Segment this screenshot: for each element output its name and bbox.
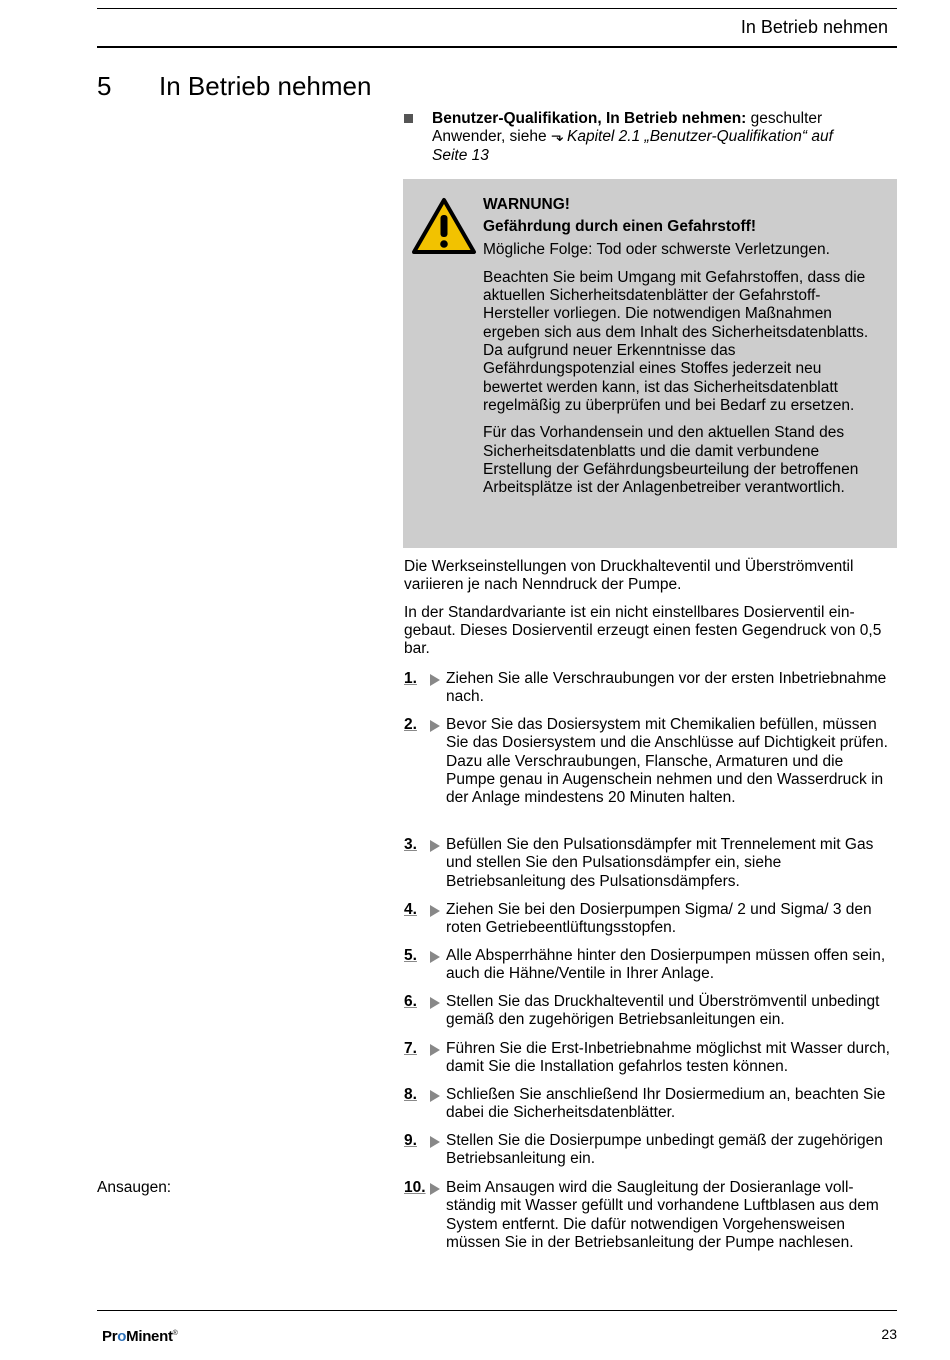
registered-mark: ®	[172, 1330, 178, 1337]
warning-consequence: Mögliche Folge: Tod oder schwerste Verletzungen.	[483, 240, 830, 258]
step-arrow-icon	[430, 1044, 440, 1056]
warning-box	[403, 179, 897, 548]
step-item	[404, 670, 896, 707]
step-text: Schließen Sie anschließend Ihr Dosiermedium an, beachten Sie dabei die Sicherheitsdatenblätter.	[446, 1086, 886, 1122]
step-text: Alle Absperrhähne hinter den Dosierpumpen müssen offen sein, auch die Hähne/Ventile in Ihrer Anlage.	[446, 947, 886, 983]
step-item	[404, 993, 896, 1030]
step-number: 3.	[404, 836, 417, 853]
step-number: 8.	[404, 1086, 417, 1103]
step-number: 6.	[404, 993, 417, 1010]
step-item	[404, 947, 896, 984]
warning-title: WARNUNG!	[483, 196, 570, 213]
step-arrow-icon	[430, 905, 440, 917]
step-text: Bevor Sie das Dosiersystem mit Chemikalien befüllen, müssen Sie das Dosiersystem und die Anschlüsse auf Dichtigkeit prüfen. Dazu alle Verschraubungen, Flansche, Armaturen und die Pumpe genau in Augenschein nehmen und den Wasserdruck in der Anlage mindestens 20 Minuten halten.	[446, 716, 888, 807]
bullet-square-icon	[404, 114, 413, 123]
step-arrow-icon	[430, 951, 440, 963]
step-item	[404, 1040, 896, 1077]
qualification-text	[432, 110, 864, 165]
step-text: Beim Ansaugen wird die Saugleitung der Dosieranlage vollständig mit Wasser gefüllt und vorhandene Luftblasen aus dem System entfernt. Die dafür notwendigen Vorgehensweisen müssen Sie in der Betriebsanleitung der Pumpe nachlesen.	[446, 1179, 879, 1251]
step-number: 4.	[404, 901, 417, 918]
logo-text-part: Minent	[126, 1328, 173, 1345]
warning-paragraph-1: Beachten Sie beim Umgang mit Gefahrstoffen, dass die aktuellen Sicherheitsdatenblätter der Gefahrstoff-Hersteller vorliegen. Die notwendigen Maßnahmen ergeben sich aus dem Inhalt des Sicherheitsdatenblatts. Da aufgrund neuer Erkenntnisse das Gefährdungspotenzial eines Stoffes jederzeit neu bewertet werden kann, ist das Sicherheitsdatenblatt regelmäßig zu überprüfen und bei Bedarf zu ersetzen.	[483, 268, 869, 414]
side-label-ansaugen: Ansaugen:	[97, 1179, 172, 1196]
step-arrow-icon	[430, 674, 440, 686]
chapter-title: In Betrieb nehmen	[159, 71, 372, 101]
chapter-number: 5	[97, 71, 112, 101]
step-number: 10.	[404, 1179, 426, 1196]
step-arrow-icon	[430, 1090, 440, 1102]
qualification-description: geschulter Anwender, siehe	[432, 110, 823, 146]
warning-paragraph-2: Für das Vorhandensein und den aktuellen Stand des Sicherheitsdatenblatts und die damit verbundene Erstellung der Gefährdungsbeurteilung der betroffenen Arbeitsplätze ist der Anlagenbetreiber verantwortlich.	[483, 424, 859, 497]
intro-paragraph-2: In der Standardvariante ist ein nicht einstellbares Dosierventil eingebaut. Dieses Dosierventil erzeugt einen festen Gegendruck von 0,5 bar.	[404, 603, 882, 658]
intro-text	[404, 558, 896, 667]
step-item	[404, 1179, 896, 1252]
footer-divider	[97, 1310, 897, 1311]
step-text: Befüllen Sie den Pulsationsdämpfer mit Trennelement mit Gas und stellen Sie den Pulsationsdämpfer ein, siehe Betriebsanleitung des Pulsationsdämpfers.	[446, 836, 874, 890]
step-arrow-icon	[430, 840, 440, 852]
step-text: Ziehen Sie alle Verschraubungen vor der ersten Inbetriebnahme nach.	[446, 670, 887, 706]
header-top-rule	[97, 8, 897, 9]
warning-triangle-icon	[411, 197, 477, 255]
running-header-title: In Betrieb nehmen	[740, 17, 888, 37]
step-arrow-icon	[430, 720, 440, 732]
step-number: 2.	[404, 716, 417, 733]
warning-text	[483, 196, 878, 506]
step-number: 7.	[404, 1040, 417, 1057]
step-item	[404, 1132, 896, 1169]
header-divider	[97, 46, 897, 48]
step-item	[404, 836, 896, 891]
warning-subtitle: Gefährdung durch einen Gefahrstoff!	[483, 218, 756, 236]
step-text: Führen Sie die Erst-Inbetriebnahme möglichst mit Wasser durch, damit Sie die Installation gefahrlos testen können.	[446, 1040, 890, 1076]
prominent-logo	[102, 1328, 178, 1345]
step-item	[404, 1086, 896, 1123]
step-text: Stellen Sie das Druckhalteventil und Überströmventil unbedingt gemäß den zugehörigen Betriebsanleitungen ein.	[446, 993, 880, 1029]
step-arrow-icon	[430, 1183, 440, 1195]
qualification-label: Benutzer-Qualifikation, In Betrieb nehmen:	[432, 110, 747, 127]
step-text: Ziehen Sie bei den Dosierpumpen Sigma/ 2 und Sigma/ 3 den roten Getriebeentlüftungsstopfen.	[446, 901, 872, 937]
cross-reference-link[interactable]: Kapitel 2.1 „Benutzer-Qualifikation“ auf Seite 13	[432, 128, 833, 164]
logo-text-part: Pr	[102, 1328, 118, 1345]
step-number: 9.	[404, 1132, 417, 1149]
qualification-note	[404, 110, 864, 165]
step-number: 5.	[404, 947, 417, 964]
logo-text-accent: o	[117, 1328, 127, 1345]
chapter-heading	[97, 70, 371, 102]
step-arrow-icon	[430, 997, 440, 1009]
page-number: 23	[881, 1326, 897, 1342]
step-number: 1.	[404, 670, 417, 687]
step-text: Stellen Sie die Dosierpumpe unbedingt gemäß der zugehörigen Betriebsanleitung ein.	[446, 1132, 883, 1168]
step-item	[404, 901, 896, 938]
step-arrow-icon	[430, 1136, 440, 1148]
cross-reference-icon: ⬎	[550, 128, 567, 146]
step-item	[404, 716, 896, 807]
intro-paragraph-1: Die Werkseinstellungen von Druckhalteventil und Überströmventil variieren je nach Nenndruck der Pumpe.	[404, 558, 854, 594]
